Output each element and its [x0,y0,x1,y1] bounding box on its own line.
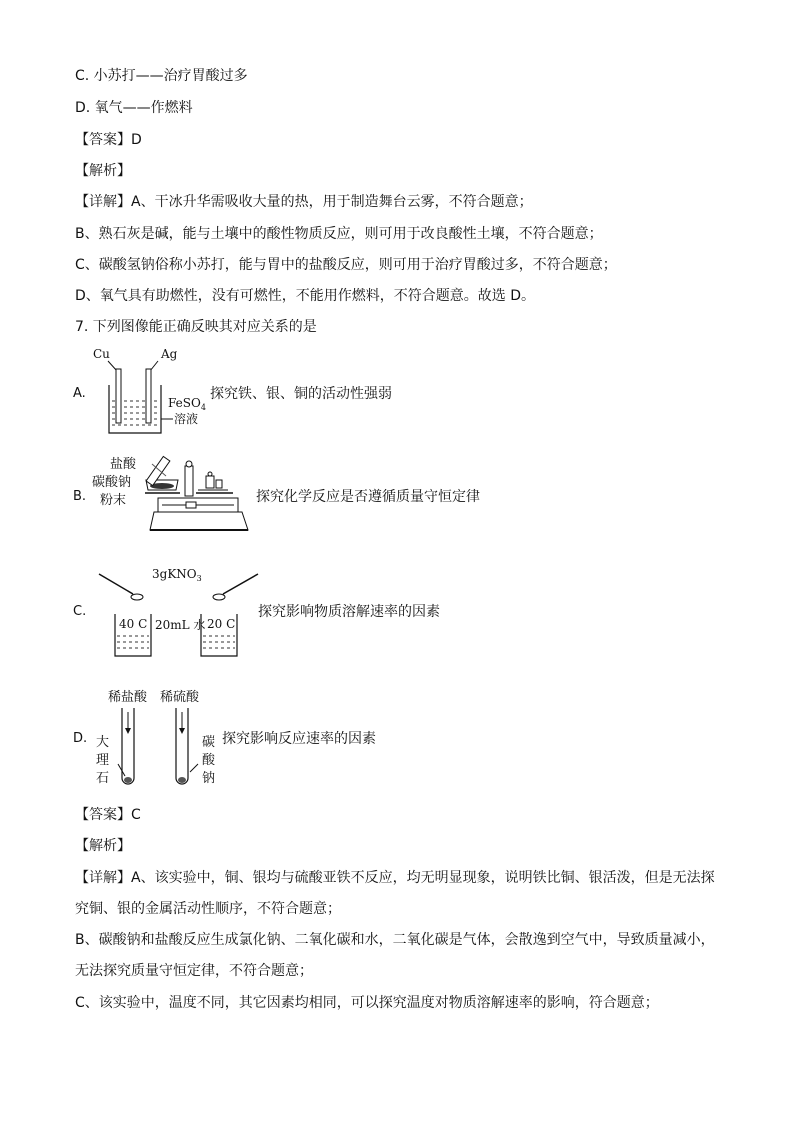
powder-label-2: 粉末 [100,493,127,508]
option-a-figure [88,343,210,439]
temp-right: 20 C [207,617,236,631]
question-7-stem: 7. 下列图像能正确反映其对应关系的是 [75,319,317,335]
option-a-description: 探究铁、银、铜的活动性强弱 [210,386,392,402]
solid-1-char: 大 [96,735,110,750]
solute-label: 3gKNO$_3$ [152,567,202,583]
detail-line: B、熟石灰是碱，能与土壤中的酸性物质反应，则可用于改良酸性土壤，不符合题意； [75,226,603,242]
option-d-figure [92,686,222,790]
solid-1-char: 理 [96,753,110,768]
analysis-label: 【解析】 [75,163,131,179]
detail-line: D、氧气具有助燃性，没有可燃性，不能用作燃料，不符合题意。故选 D。 [75,288,536,304]
powder-label-1: 碳酸钠 [92,475,132,490]
solution-label: 溶液 [174,412,199,426]
option-c-text: C. 小苏打——治疗胃酸过多 [75,68,248,84]
cu-label: Cu [93,347,110,361]
temp-left: 40 C [119,617,148,631]
option-b-description: 探究化学反应是否遵循质量守恒定律 [256,489,480,505]
option-d-description: 探究影响反应速率的因素 [222,731,376,747]
ag-label: Ag [161,347,178,361]
volume-label: 20mL 水 [155,618,206,632]
analysis-label: 【解析】 [75,838,131,854]
option-c-label: C. [73,604,87,619]
acid-label: 盐酸 [110,457,137,472]
answer-label: 【答案】C [75,807,141,823]
detail-line: B、碳酸钠和盐酸反应生成氯化钠、二氧化碳和水，二氧化碳是气体，会散逸到空气中，导致质量减小， [75,932,715,948]
detail-line: C、碳酸氢钠俗称小苏打，能与胃中的盐酸反应，则可用于治疗胃酸过多，不符合题意； [75,257,617,273]
detail-line: 【详解】A、该实验中，铜、银均与硫酸亚铁不反应，均无明显现象，说明铁比铜、银活泼，但是无法探 [75,870,715,886]
solid-2-char: 酸 [202,753,216,768]
solid-2-char: 钠 [202,771,216,786]
option-a-label: A. [73,386,86,401]
option-b-figure [88,452,250,544]
option-c-figure [95,562,263,662]
option-b-label: B. [73,489,87,504]
detail-line: 【详解】A、干冰升华需吸收大量的热，用于制造舞台云雾，不符合题意； [75,194,533,210]
detail-line: 究铜、银的金属活动性顺序，不符合题意； [75,901,341,917]
feso4-label: FeSO$_4$ [168,396,206,412]
detail-line: C、该实验中，温度不同，其它因素均相同，可以探究温度对物质溶解速率的影响，符合题意； [75,995,659,1011]
option-d-text: D. 氧气——作燃料 [75,100,193,116]
option-c-description: 探究影响物质溶解速率的因素 [258,604,440,620]
solid-2-char: 碳 [202,735,216,750]
detail-line: 无法探究质量守恒定律，不符合题意； [75,963,313,979]
acid-1-label: 稀盐酸 [108,690,148,705]
solid-1-char: 石 [96,771,110,786]
option-d-label: D. [73,731,88,746]
answer-label: 【答案】D [75,132,142,148]
acid-2-label: 稀硫酸 [160,690,200,705]
